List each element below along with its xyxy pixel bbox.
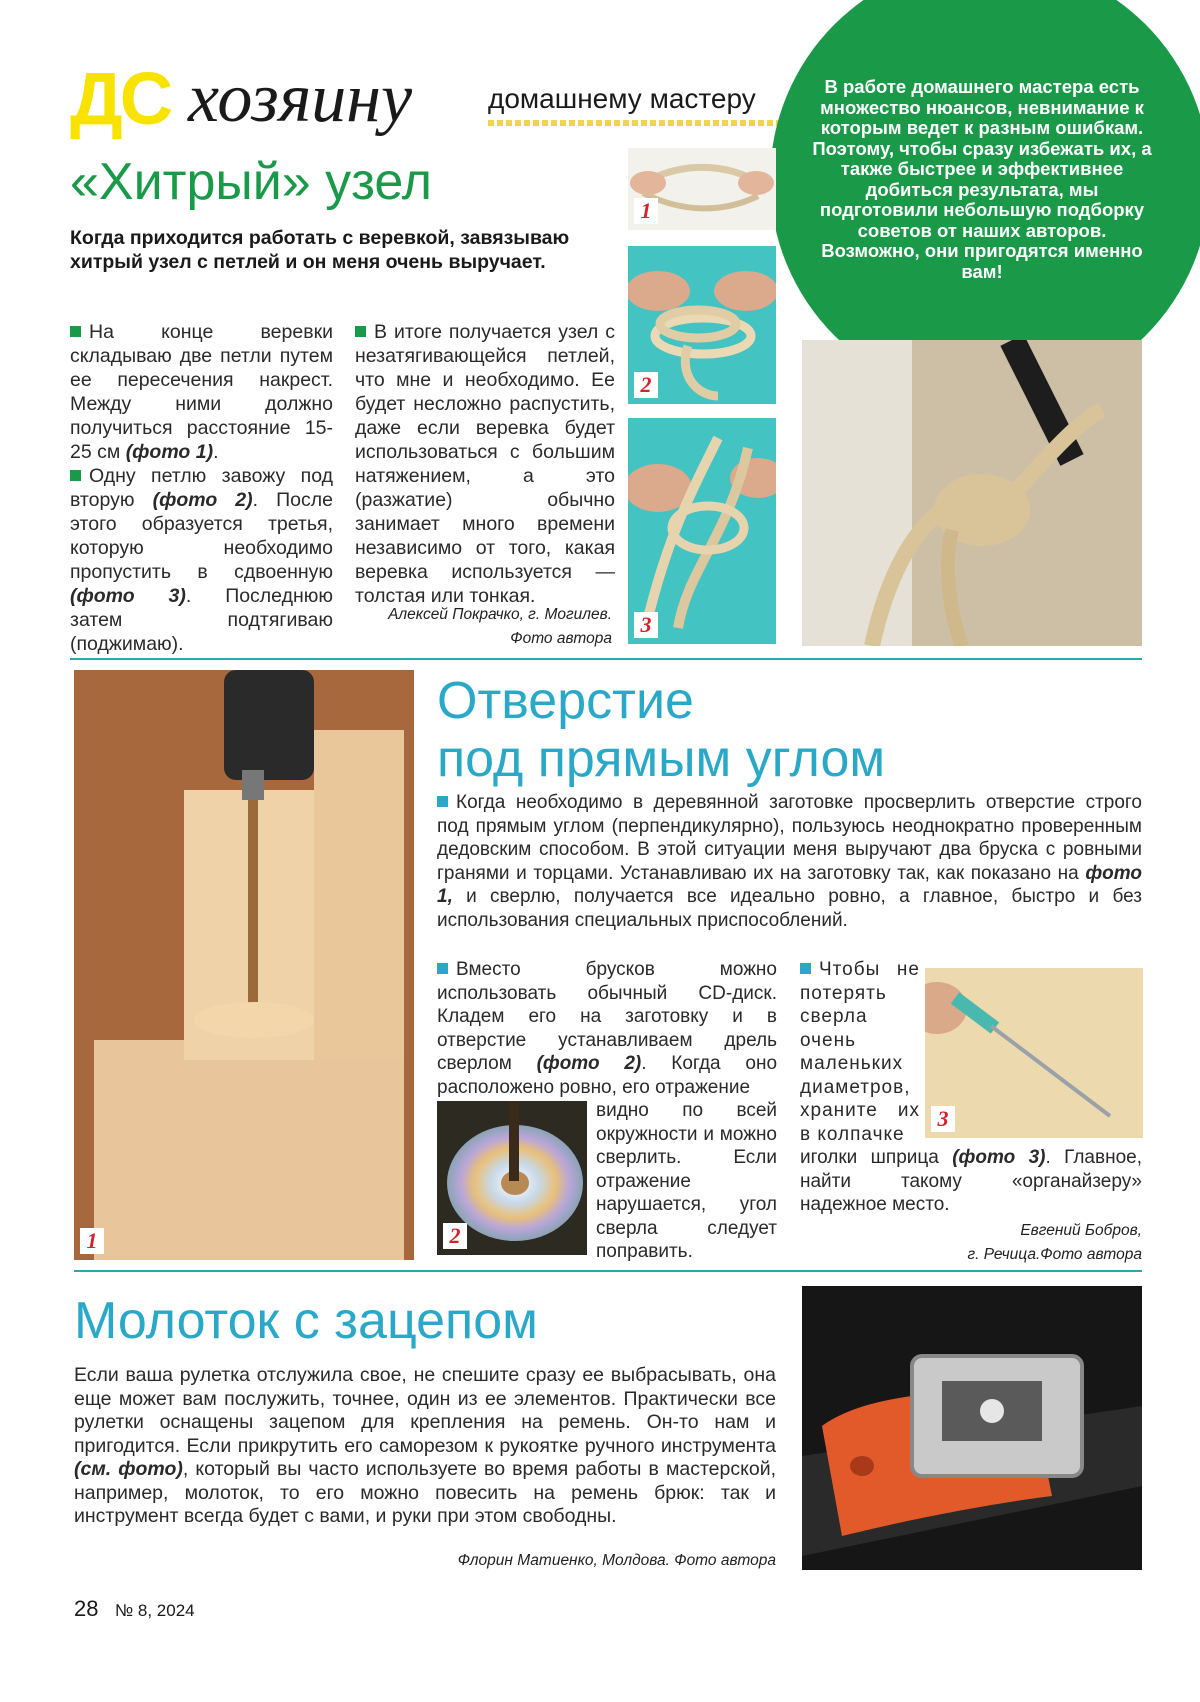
article3-author: Флорин Матиенко, Молдова. Фото автора: [457, 1552, 776, 1569]
knot-main-photo: [802, 340, 1142, 646]
bullet-square: [437, 963, 448, 974]
article1-title: «Хитрый» узел: [70, 153, 432, 211]
rope-knot-illustration: [628, 418, 776, 644]
article2-para2-tail: видно по всей окружности и можно сверлить. Если отражение нарушается, угол сверла следует поправить.: [596, 1100, 777, 1262]
photo-ref: (фото 3): [70, 585, 186, 607]
bullet-square: [437, 796, 448, 807]
section-divider: [74, 1270, 1142, 1272]
drill-photo-1: [74, 670, 414, 1260]
drill-blocks-illustration: [74, 670, 414, 1260]
hammer-photo: [802, 1286, 1142, 1570]
article1-col2: В итоге получается узел с незатягивающейся петлей, что мне и необходимо. Ее будет несложно распустить, даже если веревка будет использоваться с большим натяжением, а это (разжатие) обычно занимает много времени независимо от того, какая веревка используется — толстая или тонкая.: [355, 321, 615, 607]
photo-number: 3: [931, 1106, 955, 1132]
knot-photo-3: [628, 418, 776, 644]
photo-number: 1: [634, 198, 658, 224]
header: [70, 57, 790, 142]
bullet-square: [800, 963, 811, 974]
hammer-clip-illustration: [802, 1286, 1142, 1570]
article2-para1: Когда необходимо в деревянной заготовке просверлить отверстие строго под прямым углом (перпендикулярно), пользуюсь неоднократно проверенным дедовским способом. В этой ситуации меня выручают два бруска с ровными гранями и торцами. Устанавливаю их на заготовку так, как показано на фото 1, и сверлю, получается все идеально ровно, а главное, быстро и без использования специальных приспособлений.: [437, 792, 1142, 931]
photo-number: 2: [634, 372, 658, 398]
photo-number: 1: [80, 1228, 104, 1254]
rubric-subtitle: домашнему мастеру: [488, 83, 756, 114]
photo-number: 3: [634, 612, 658, 638]
article2-para3: Чтобы не потерять сверла очень маленьких диаметров, храните их в колпачке: [800, 959, 920, 1145]
article1-col1: На конце веревки складываю две петли путем ее пересечения накрест. Между ними должно получиться расстояние 15-25 см (фото 1). Одну петлю завожу под вторую (фото 2). После этого образуется третья, которую необходимо пропустить в сдвоенную (фото 3). Последнюю затем подтягиваю (поджимаю).: [70, 321, 333, 655]
article3-body: Если ваша рулетка отслужила свое, не спешите сразу ее выбрасывать, она еще может вам послужить, точнее, один из ее элементов. Практически все рулетки оснащены зацепом для крепления на ремень. Он-то нам и пригодится. Если прикрутить его саморезом к рукоятке ручного инструмента (см. фото), который вы часто используете во время работы в мастерской, например, молоток, то его можно повесить на ремень брюк: так и инструмент всегда будет с вами, и руки при этом свободны.: [74, 1364, 777, 1527]
logo: ДС: [70, 57, 171, 140]
drill-photo-3: [925, 968, 1143, 1138]
page-footer: [74, 1596, 195, 1622]
bullet-square: [70, 470, 81, 481]
article2-author-city: г. Речица.Фото автора: [967, 1246, 1142, 1263]
photo-ref: (см. фото): [74, 1458, 183, 1480]
drill-photo-2: [437, 1101, 587, 1255]
photo-ref: фото 1,: [437, 862, 1142, 907]
photo-ref: (фото 2): [536, 1053, 642, 1074]
photo-ref: (фото 2): [152, 489, 253, 511]
article3-title: Молоток с зацепом: [74, 1292, 538, 1350]
article2-para2: Вместо брусков можно использовать обычный CD-диск. Кладем его на заготовку и в отверстие устанавливаем дрель сверлом (фото 2). Когда оно расположено ровно, его отражение: [437, 959, 778, 1098]
rubric-underline: [488, 120, 783, 126]
article1-photo-credit: Фото автора: [510, 630, 612, 647]
bullet-square: [355, 326, 366, 337]
article1-author: Алексей Покрачко, г. Могилев.: [388, 606, 612, 623]
article2-author: Евгений Бобров,: [1020, 1222, 1142, 1239]
photo-number: 2: [443, 1223, 467, 1249]
article2-title: Отверстие под прямым углом: [437, 672, 886, 788]
issue-number: № 8, 2024: [114, 1601, 195, 1620]
photo-ref: (фото 1): [125, 441, 214, 463]
section-divider: [70, 658, 1142, 660]
knot-closeup-illustration: [802, 340, 1142, 646]
bullet-square: [70, 326, 81, 337]
article2-para3-tail: иголки шприца (фото 3). Главное, найти такому «органайзеру» надежное место.: [800, 1147, 1142, 1215]
syringe-cap-illustration: [925, 968, 1143, 1138]
photo-ref: (фото 3): [952, 1147, 1046, 1168]
rubric-title: хозяину: [188, 60, 413, 137]
knot-photo-1: [628, 148, 776, 230]
article1-lead: Когда приходится работать с веревкой, завязываю хитрый узел с петлей и он меня очень выручает.: [70, 227, 570, 273]
intro-text: В работе домашнего мастера есть множество нюансов, невнимание к которым ведет к разным ошибкам. Поэтому, чтобы сразу избежать их, а также быстрее и эффективнее добиться результата, мы подготовили небольшую подборку советов от наших авторов. Возможно, они пригодятся именно вам!: [812, 76, 1152, 282]
knot-photo-2: [628, 246, 776, 404]
page-number: 28: [74, 1596, 99, 1621]
